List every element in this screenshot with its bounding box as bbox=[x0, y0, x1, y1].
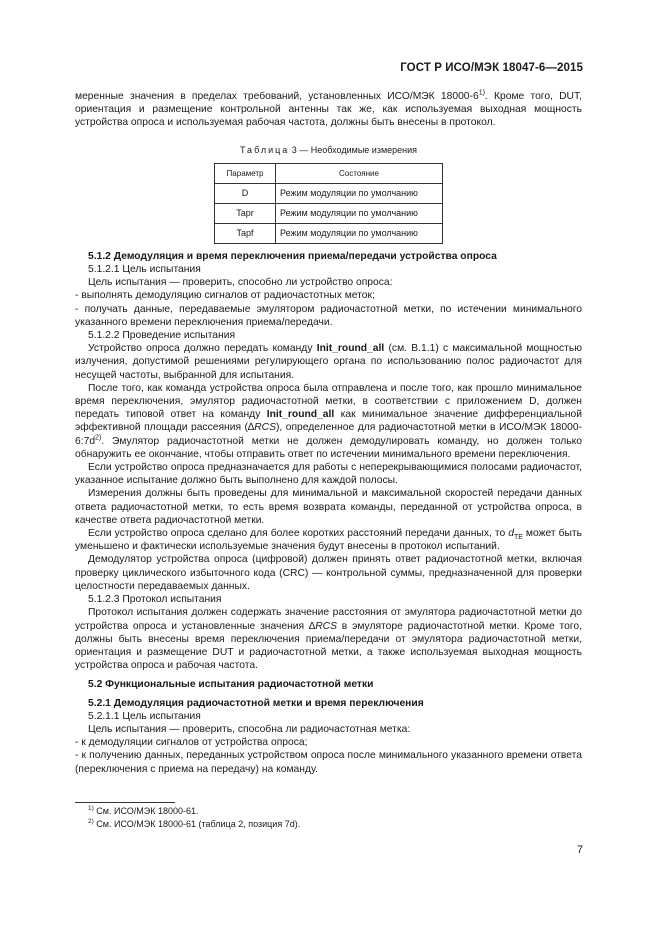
subsection-heading: 5.2.1.1 Цель испытания bbox=[88, 710, 201, 722]
table-cell: Режим модуляции по умолчанию bbox=[276, 203, 443, 223]
page-number: 7 bbox=[576, 844, 583, 856]
document-body bbox=[75, 90, 582, 831]
intro-paragraph: меренные значения в пределах требований, установленных ИСО/МЭК 18000-6$^{1)}$. Кроме того, DUT, ориентация и размещение контрольной антенны так же, как используемая выходная мощность устройства опроса и используемая рабочая частота, должны быть внесены в протокол. bbox=[75, 89, 583, 129]
table-cell: Tapf bbox=[215, 223, 276, 243]
measurements-table bbox=[214, 163, 443, 244]
table-cell: Tapr bbox=[215, 203, 276, 223]
table-row bbox=[215, 203, 443, 223]
list-item: - получать данные, передаваемые эмулятором радиочастотной метки, по истечении минимального указанного времени переключения приема/передачи. bbox=[75, 303, 582, 328]
subsection-heading: 5.1.2.1 Цель испытания bbox=[88, 264, 201, 276]
paragraph: Демодулятор устройства опроса (цифровой) должен принять ответ радиочастотной метки, включая проверку циклического избыточного кода (CRC) — контрольной суммы, предназначенной для проверки целостности передаваемых данных. bbox=[75, 554, 582, 592]
paragraph: Устройство опроса должно передать команду Init_round_all (см. В.1.1) с максимальной мощностью излучения, допустимой решениями регулирующего органа по использованию полос радиочастот для несущей частоты, выбранной для испытания. bbox=[75, 343, 582, 381]
table-row bbox=[215, 223, 443, 243]
section-heading: 5.2.1 Демодуляция радиочастотной метки и время переключения bbox=[88, 697, 424, 709]
section-heading: 5.2 Функциональные испытания радиочастотной метки bbox=[88, 679, 374, 691]
footnote: $^{1)}$ См. ИСО/МЭК 18000-61. bbox=[88, 804, 199, 816]
table-caption: Таблица 3 — Необходимые измерения bbox=[239, 144, 418, 155]
paragraph: Цель испытания — проверить, способно ли устройство опроса: bbox=[88, 277, 393, 289]
section-heading: 5.1.2 Демодуляция и время переключения приема/передачи устройства опроса bbox=[88, 250, 497, 262]
list-item: - выполнять демодуляцию сигналов от радиочастотных меток; bbox=[75, 290, 375, 302]
column-header: Параметр bbox=[215, 163, 276, 183]
paragraph: После того, как команда устройства опроса была отправлена и после того, как прошло минимальное время переключения, эмулятор радиочастотной метки, в соответствии с приложением D, должен передать типовой ответ на команду Init_round_all как минимальное значение дифференциальной эффективной площади рассеяния (∆RCS), определенное для радиочастотной метки в ИСО/МЭК $18000-6:7d^{2)}$. Эмулятор радиочастотной метки не должен демодулировать команду, но должен только обнаружить ее окончание, чтобы отправить ответ по истечении минимального времени переключения. bbox=[75, 382, 582, 460]
footnote: $^{2)}$ См. ИСО/МЭК 18000-61 (таблица 2, позиция 7d). bbox=[88, 817, 301, 829]
table-cell: Режим модуляции по умолчанию bbox=[276, 183, 443, 203]
paragraph: Если устройство опроса предназначается для работы с неперекрывающимися полосами радиочастот, указанное испытание должно быть выполнено для каждой полосы. bbox=[75, 462, 582, 487]
column-header: Состояние bbox=[276, 163, 443, 183]
paragraph: Цель испытания — проверить, способна ли радиочастотная метка: bbox=[88, 723, 411, 735]
table-cell: D bbox=[215, 183, 276, 203]
subsection-heading: 5.1.2.3 Протокол испытания bbox=[88, 594, 222, 606]
running-header: ГОСТ Р ИСО/МЭК 18047-6—2015 bbox=[400, 62, 583, 74]
paragraph: Измерения должны быть проведены для минимальной и максимальной скоростей передачи данных ответа радиочастотной метки, то есть время возврата команды, переданной от устройства опроса, в качестве ответа радиочастотной метки. bbox=[75, 488, 582, 526]
subsection-heading: 5.1.2.2 Проведение испытания bbox=[88, 330, 236, 342]
list-item: - к демодуляции сигналов от устройства опроса; bbox=[75, 737, 308, 749]
list-item: - к получению данных, переданных устройством опроса после минимального указанного времени ответа (переключения с приема на передачу) на команду. bbox=[75, 750, 582, 775]
table-header-row bbox=[215, 163, 443, 183]
table-row bbox=[215, 183, 443, 203]
table-cell: Режим модуляции по умолчанию bbox=[276, 223, 443, 243]
paragraph: Если устройство опроса сделано для более коротких расстояний передачи данных, то $d_{TE}$ может быть уменьшено и фактически используемые значения будут внесены в протокол испытаний. bbox=[75, 528, 582, 553]
paragraph: Протокол испытания должен содержать значение расстояния от эмулятора радиочастотной метки до устройства опроса и установленные значения ∆RCS в эмуляторе радиочастотной метки. Кроме того, должны быть внесены время переключения приема/передачи от эмулятора радиочастотной метки, ориентация и размещение DUT и радиочастотной метки, а также используемая выходная мощность устройства опроса и рабочая частота. bbox=[75, 607, 582, 672]
